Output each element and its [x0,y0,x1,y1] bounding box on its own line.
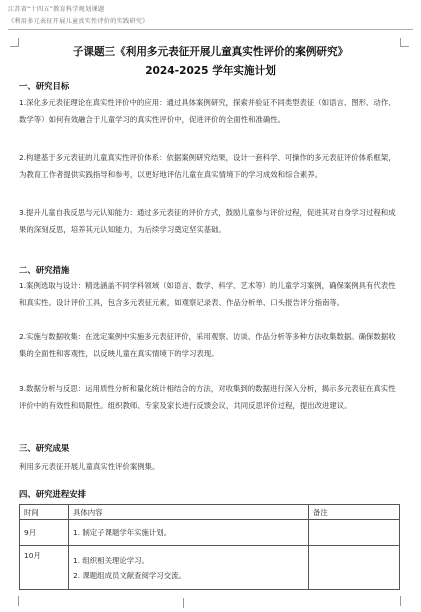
table-row [20,520,400,546]
section-heading-goals: 一、研究目标 [19,81,70,91]
table-row [20,546,400,590]
measure-paragraph-2: 2.实施与数据收集：在选定案例中实施多元表征评价，采用观察、访谈、作品分析等多种方法收集数据。确保数据收集的全面性和客观性，以反映儿童在真实情境下的学习表现。 [19,332,396,359]
crop-mark-bottom-middle [183,598,185,608]
results-text: 利用多元表征开展儿童真实性评价案例集。 [19,462,160,471]
header-divider [8,29,413,30]
table-cell-time: 10月 [20,546,69,590]
column-header-note: 备注 [309,505,400,520]
measure-paragraph-1: 1.案例选取与设计：精选涵盖不同学科领域（如语言、数学、科学、艺术等）的儿童学习案例，确保案例具有代表性和真实性。设计评价工具，包含多元表征元素，如观察记录表、作品分析单、口头报告评分指南等。 [19,281,396,308]
content-line: 2. 课题组成员文献查阅学习交流。 [73,570,186,580]
table-header-row [20,505,400,520]
column-header-content: 具体内容 [69,505,309,520]
table-cell-content [69,520,309,546]
goal-paragraph-3: 3.提升儿童自我反思与元认知能力：通过多元表征的评价方式，鼓励儿童参与评价过程，促进其对自身学习过程和成果的深刻反思，培养其元认知能力，为后续学习奠定坚实基础。 [19,208,396,235]
column-header-time: 时间 [20,505,69,520]
content-line: 1. 组织相关理论学习。 [73,555,149,565]
table-cell-note [309,520,400,546]
header-project-line: 江苏省“十四五”教育科学规划课题 [8,6,105,13]
section-heading-schedule: 四、研究进程安排 [19,489,86,499]
section-heading-results: 三、研究成果 [19,443,70,453]
table-cell-note [309,546,400,590]
measure-paragraph-3: 3.数据分析与反思：运用质性分析和量化统计相结合的方法，对收集到的数据进行深入分析，揭示多元表征在真实性评价中的有效性和局限性。组织教师、专家及家长进行反馈会议，共同反思评价过程，提出改进建议。 [19,384,396,411]
table-cell-time: 9月 [20,520,69,546]
crop-mark-bottom-left [10,596,19,606]
content-line: 1. 制定子课题学年实施计划。 [73,528,172,537]
goal-paragraph-1: 1.深化多元表征理论在真实性评价中的应用：通过具体案例研究，探索并验证不同类型表征（如语言、图形、动作、数学等）如何有效融合于儿童学习的真实性评价中，促进评价的全面性和准确性。 [19,98,396,125]
header-subject-line: 《利用多元表征开展儿童真实性评价的实践研究》 [8,18,149,25]
schedule-table [19,504,400,590]
document-title: 子课题三《利用多元表征开展儿童真实性评价的案例研究》 [72,46,349,58]
goal-paragraph-2: 2.构建基于多元表征的儿童真实性评价体系：依据案例研究结果，设计一套科学、可操作的多元表征评价体系框架，为教育工作者提供实践指导和参考，以更好地评估儿童在真实情境下的学习成效和综合素养。 [19,153,396,180]
document-subtitle: 2024-2025 学年实施计划 [145,65,276,77]
table-cell-content [69,546,309,590]
crop-mark-bottom-right [400,596,409,606]
section-heading-measures: 二、研究措施 [19,265,70,275]
